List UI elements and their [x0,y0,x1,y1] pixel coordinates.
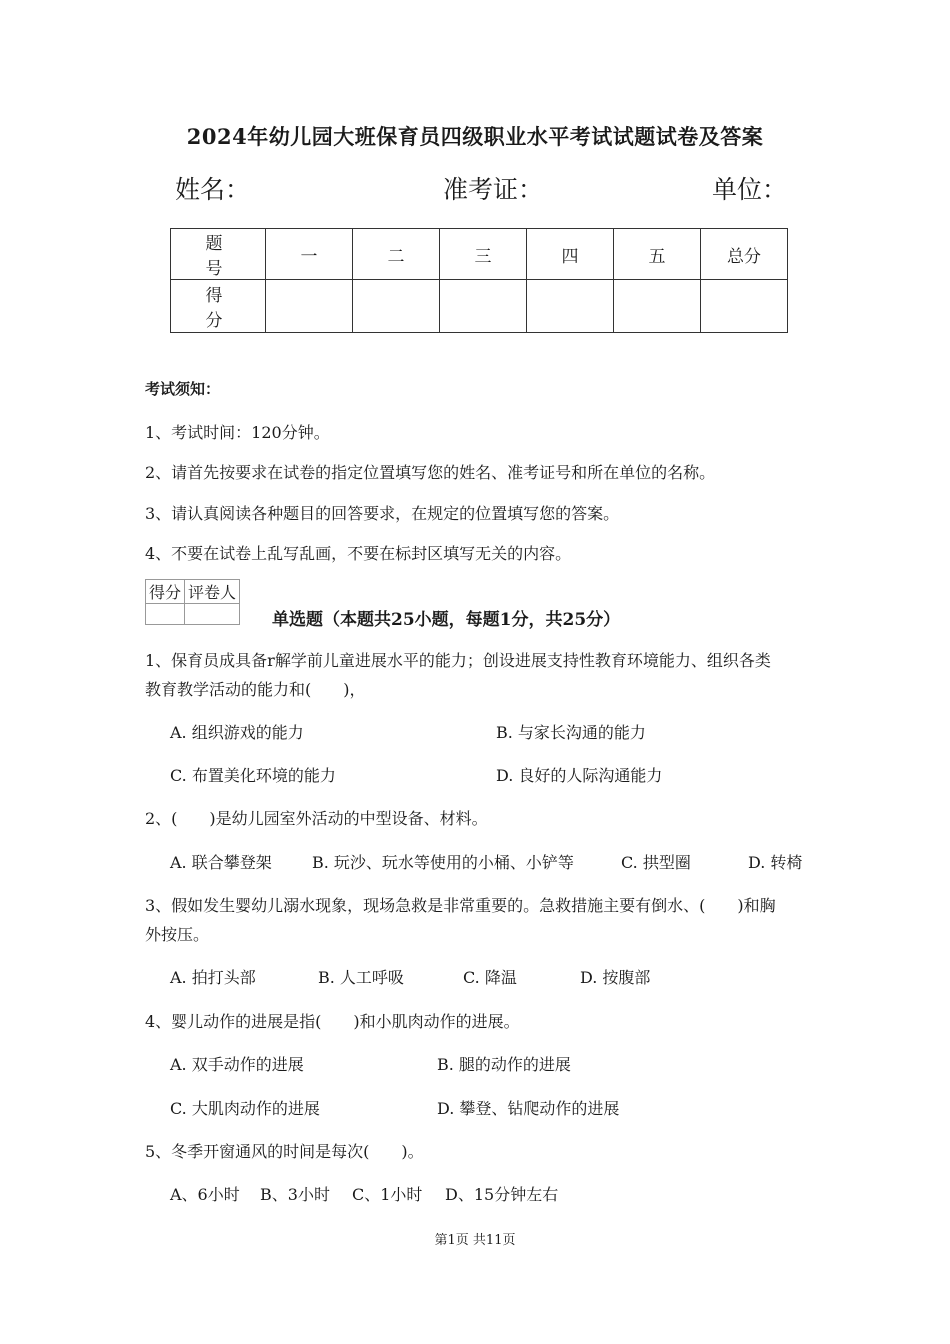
option-b: B. 玩沙、玩水等使用的小桶、小铲等 [312,853,574,872]
section-title: 单选题（本题共25小题，每题1分，共25分） [272,610,621,630]
question-stem: 3、假如发生婴幼儿溺水现象，现场急救是非常重要的。急救措施主要有倒水、( )和胸 [145,896,776,915]
question-stem: 2、( )是幼儿园室外活动的中型设备、材料。 [145,809,488,828]
option-b: B. 腿的动作的进展 [437,1055,571,1074]
option-a: A. 组织游戏的能力 [170,723,304,742]
score-cell-five [614,280,701,333]
score-table-score-row [171,280,788,333]
option-a: A. 联合攀登架 [170,853,272,872]
notice-item: 2、请首先按要求在试卷的指定位置填写您的姓名、准考证号和所在单位的名称。 [145,463,716,482]
question-stem-continued: 教育教学活动的能力和( )， [145,680,366,699]
exam-title: 2024年幼儿园大班保育员四级职业水平考试试题试卷及答案 [186,124,764,149]
option-c: C. 降温 [463,968,517,987]
option-c: C. 拱型圈 [621,853,691,872]
question-stem: 4、婴儿动作的进展是指( )和小肌肉动作的进展。 [145,1012,520,1031]
option-d: D、15分钟左右 [445,1185,559,1204]
score-label: 得 分 [171,280,266,333]
option-a: A. 拍打头部 [170,968,256,987]
total-header: 总分 [701,229,788,280]
option-c: C、1小时 [352,1185,423,1204]
score-cell-three [440,280,527,333]
score-cell-two [353,280,440,333]
name-label: 姓名： [175,175,251,204]
option-c: C. 大肌肉动作的进展 [170,1099,320,1118]
section-two-header: 二 [353,229,440,280]
option-d: D. 按腹部 [580,968,651,987]
question-stem: 5、冬季开窗通风的时间是每次( )。 [145,1142,424,1161]
option-b: B、3小时 [260,1185,330,1204]
notice-item: 3、请认真阅读各种题目的回答要求，在规定的位置填写您的答案。 [145,504,620,523]
score-cell-one [266,280,353,333]
score-cell-four [527,280,614,333]
section-one-header: 一 [266,229,353,280]
option-c: C. 布置美化环境的能力 [170,766,336,785]
question-stem: 1、保育员成具备r解学前儿童进展水平的能力；创设进展支持性教育环境能力、组织各类 [145,651,771,670]
option-b: B. 人工呼吸 [318,968,404,987]
score-table [170,228,788,333]
notice-item: 1、考试时间：120分钟。 [145,423,330,442]
notice-item: 4、不要在试卷上乱写乱画，不要在标封区填写无关的内容。 [145,544,572,563]
section-five-header: 五 [614,229,701,280]
score-table-header-row [171,229,788,280]
question-stem-continued: 外按压。 [145,925,210,944]
grader-reviewer-label: 评卷人 [185,580,240,604]
notice-heading: 考试须知： [145,380,221,398]
section-four-header: 四 [527,229,614,280]
option-d: D. 良好的人际沟通能力 [496,766,663,785]
score-cell-total [701,280,788,333]
option-a: A、6小时 [170,1185,240,1204]
option-d: D. 攀登、钻爬动作的进展 [437,1099,620,1118]
grader-score-cell [146,604,185,625]
section-three-header: 三 [440,229,527,280]
option-d: D. 转椅 [748,853,803,872]
grader-box [145,579,240,625]
option-a: A. 双手动作的进展 [170,1055,304,1074]
question-number-label: 题 号 [171,229,266,280]
option-b: B. 与家长沟通的能力 [496,723,646,742]
grader-score-label: 得分 [146,580,185,604]
page-footer: 第1页 共11页 [434,1233,516,1248]
exam-id-label: 准考证： [443,175,544,204]
grader-reviewer-cell [185,604,240,625]
unit-label: 单位： [712,175,788,204]
